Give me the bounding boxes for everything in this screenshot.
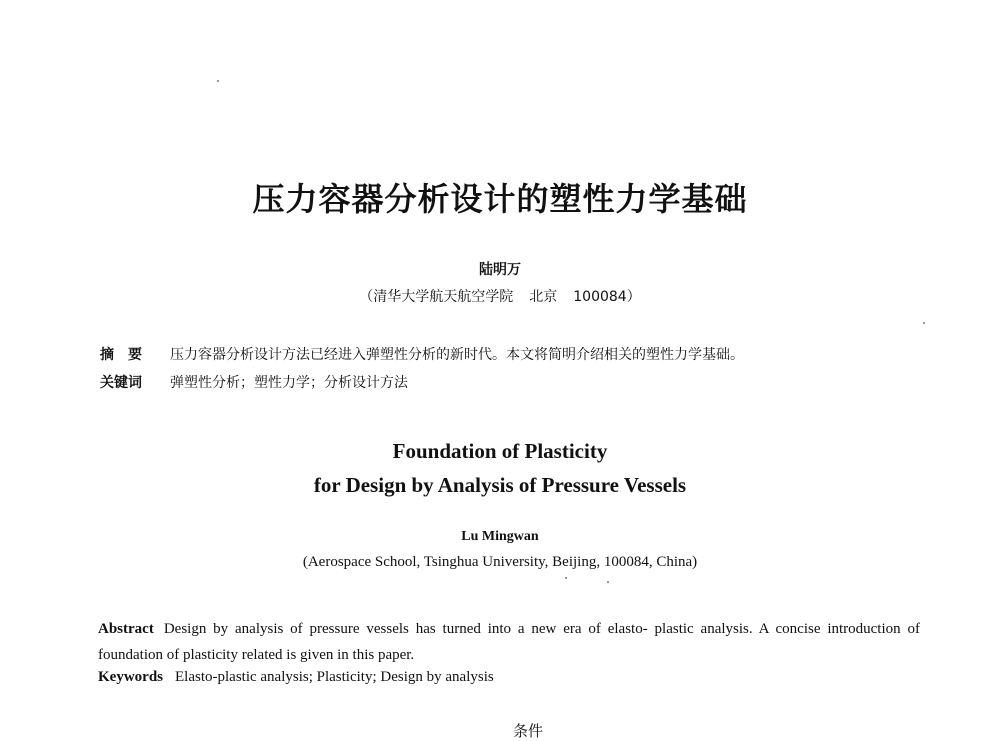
chinese-abstract-label: 摘 要	[100, 347, 142, 363]
english-title-line2: for Design by Analysis of Pressure Vessels	[313, 473, 687, 497]
english-abstract-label: Abstract	[98, 621, 154, 637]
chinese-title: 压力容器分析设计的塑性力学基础	[252, 180, 748, 218]
scan-speck	[217, 80, 219, 82]
chinese-author: 陆明万	[479, 262, 521, 278]
chinese-abstract-text: 压力容器分析设计方法已经进入弹塑性分析的新时代。本文将简明介绍相关的塑性力学基础。	[170, 347, 744, 363]
english-title-line1: Foundation of Plasticity	[392, 439, 608, 463]
chinese-abstract	[100, 344, 744, 364]
english-keywords	[98, 669, 494, 686]
chinese-affiliation-institution: （清华大学航天航空学院	[359, 289, 514, 305]
partial-section-heading: 条件	[513, 722, 544, 740]
english-author: Lu Mingwan	[461, 529, 539, 544]
chinese-affiliation	[0, 286, 1000, 306]
chinese-affiliation-city: 北京	[529, 289, 558, 305]
scan-speck	[607, 581, 609, 583]
chinese-affiliation-postcode: 100084）	[573, 289, 641, 305]
chinese-keywords-label: 关键词	[100, 375, 142, 391]
scan-speck	[565, 577, 567, 579]
english-abstract	[98, 616, 920, 668]
english-keywords-label: Keywords	[98, 669, 163, 685]
scan-speck	[923, 322, 925, 324]
english-affiliation: (Aerospace School, Tsinghua University, Beijing, 100084, China)	[302, 554, 698, 570]
english-abstract-text: Design by analysis of pressure vessels has turned into a new era of elasto- plastic analysis. A concise introduction of foundation of plasticity related is given in this paper.	[98, 621, 920, 663]
english-keywords-text: Elasto-plastic analysis; Plasticity; Design by analysis	[175, 669, 494, 685]
chinese-keywords	[100, 372, 408, 392]
chinese-keywords-text: 弹塑性分析；塑性力学；分析设计方法	[170, 375, 408, 391]
